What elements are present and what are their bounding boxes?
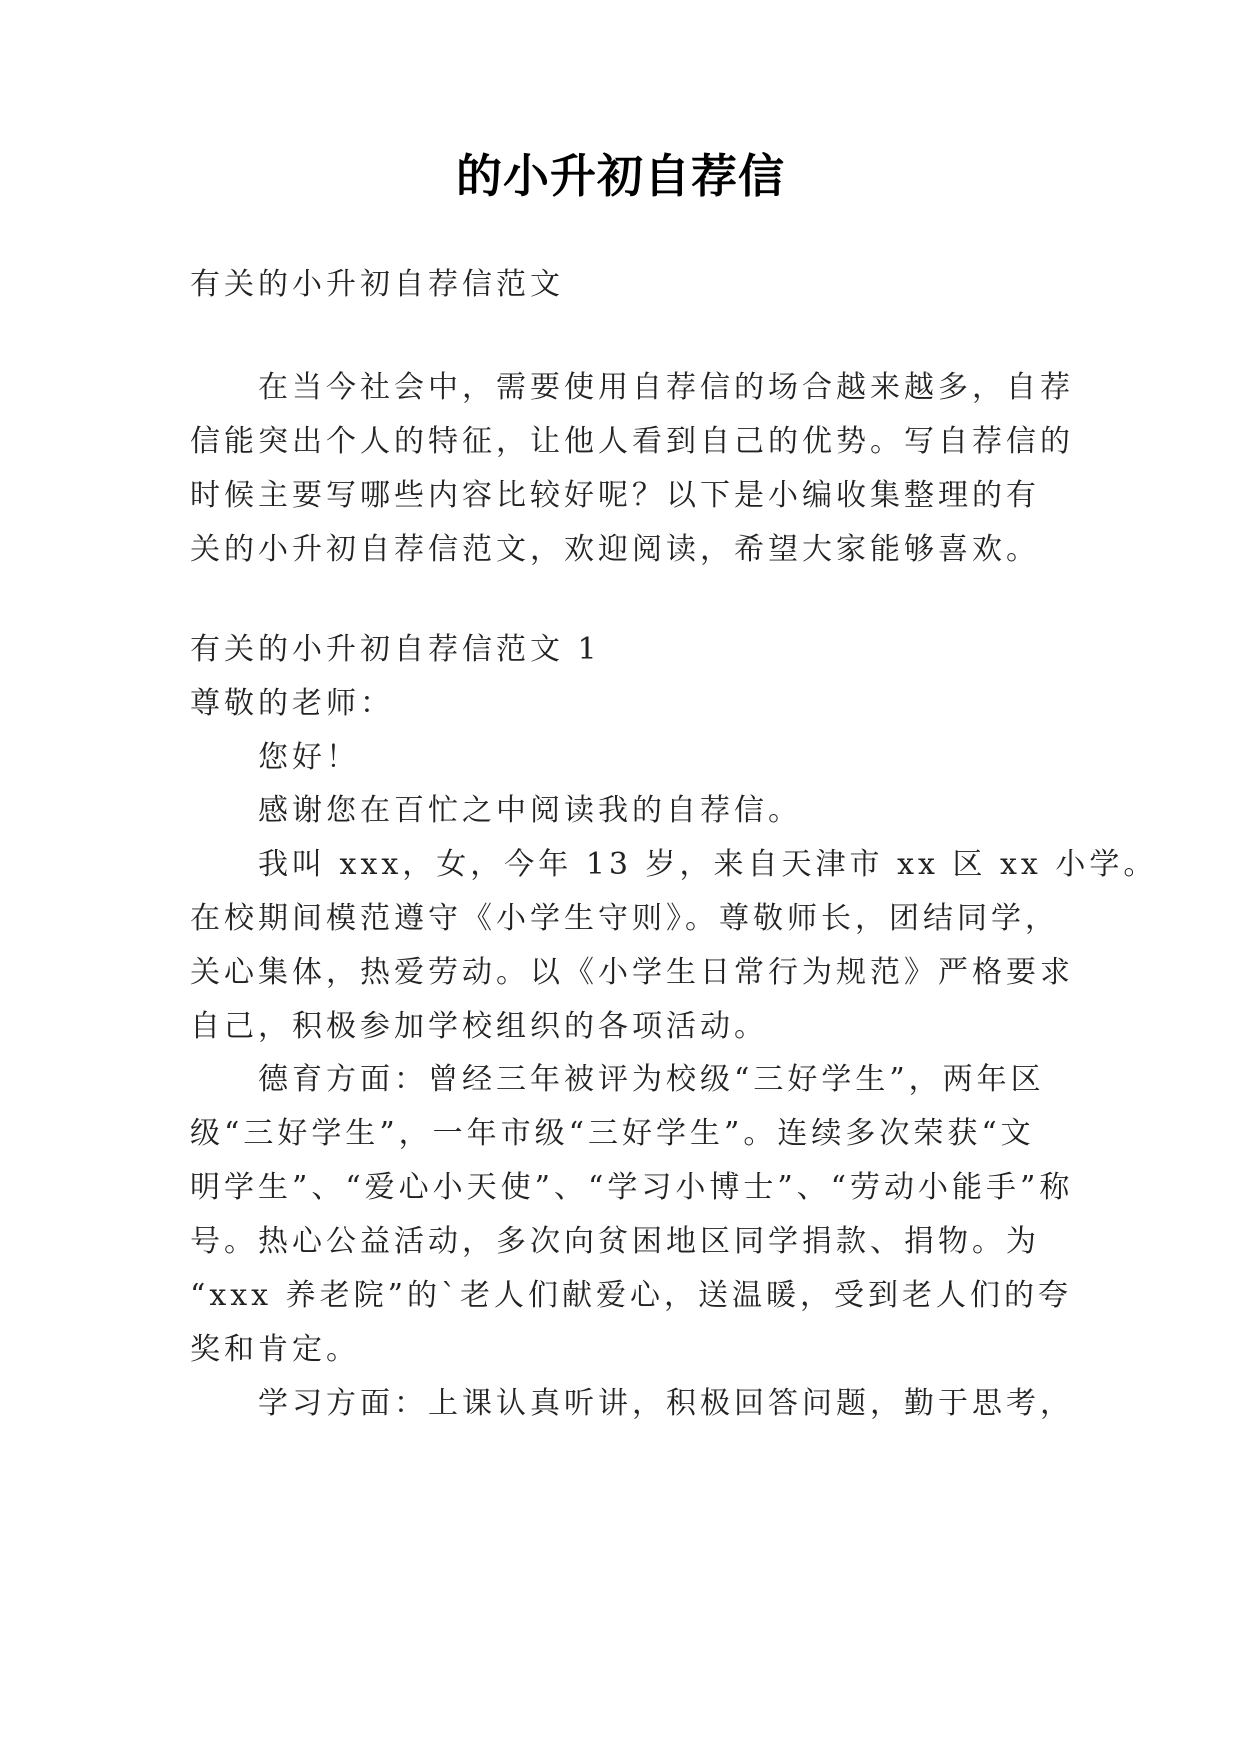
- intro-line-1: 在当今社会中，需要使用自荐信的场合越来越多，自荐: [258, 370, 1074, 405]
- salutation: 尊敬的老师：: [190, 686, 394, 721]
- self-intro-line-2: 在校期间模范遵守《小学生守则》。尊敬师长，团结同学，: [190, 901, 1059, 936]
- study-line-1: 学习方面：上课认真听讲，积极回答问题，勤于思考，: [258, 1386, 1074, 1421]
- moral-line-3: 明学生”、“爱心小天使”、“学习小博士”、“劳动小能手”称: [190, 1170, 1074, 1205]
- moral-line-5: “xxx 养老院”的`老人们献爱心，送温暖，受到老人们的夸: [190, 1278, 1072, 1313]
- greeting: 您好！: [258, 740, 360, 775]
- intro-line-4: 关的小升初自荐信范文，欢迎阅读，希望大家能够喜欢。: [190, 532, 1040, 567]
- document-title: 的小升初自荐信: [456, 149, 785, 203]
- self-intro-line-1: 我叫 xxx，女，今年 13 岁，来自天津市 xx 区 xx 小学。: [258, 847, 1158, 882]
- intro-line-2: 信能突出个人的特征，让他人看到自己的优势。写自荐信的: [190, 424, 1074, 459]
- self-intro-line-4: 自己，积极参加学校组织的各项活动。: [190, 1009, 768, 1044]
- moral-line-1: 德育方面：曾经三年被评为校级“三好学生”，两年区: [258, 1062, 1045, 1097]
- thanks-line: 感谢您在百忙之中阅读我的自荐信。: [258, 793, 802, 828]
- moral-line-2: 级“三好学生”，一年市级“三好学生”。连续多次荣获“文: [190, 1116, 1035, 1151]
- section-heading: 有关的小升初自荐信范文 1: [190, 632, 601, 667]
- subtitle: 有关的小升初自荐信范文: [190, 267, 564, 302]
- moral-line-4: 号。热心公益活动，多次向贫困地区同学捐款、捐物。为: [190, 1224, 1040, 1259]
- intro-line-3: 时候主要写哪些内容比较好呢？以下是小编收集整理的有: [190, 478, 1040, 513]
- self-intro-line-3: 关心集体，热爱劳动。以《小学生日常行为规范》严格要求: [190, 955, 1074, 990]
- moral-line-6: 奖和肯定。: [190, 1332, 360, 1367]
